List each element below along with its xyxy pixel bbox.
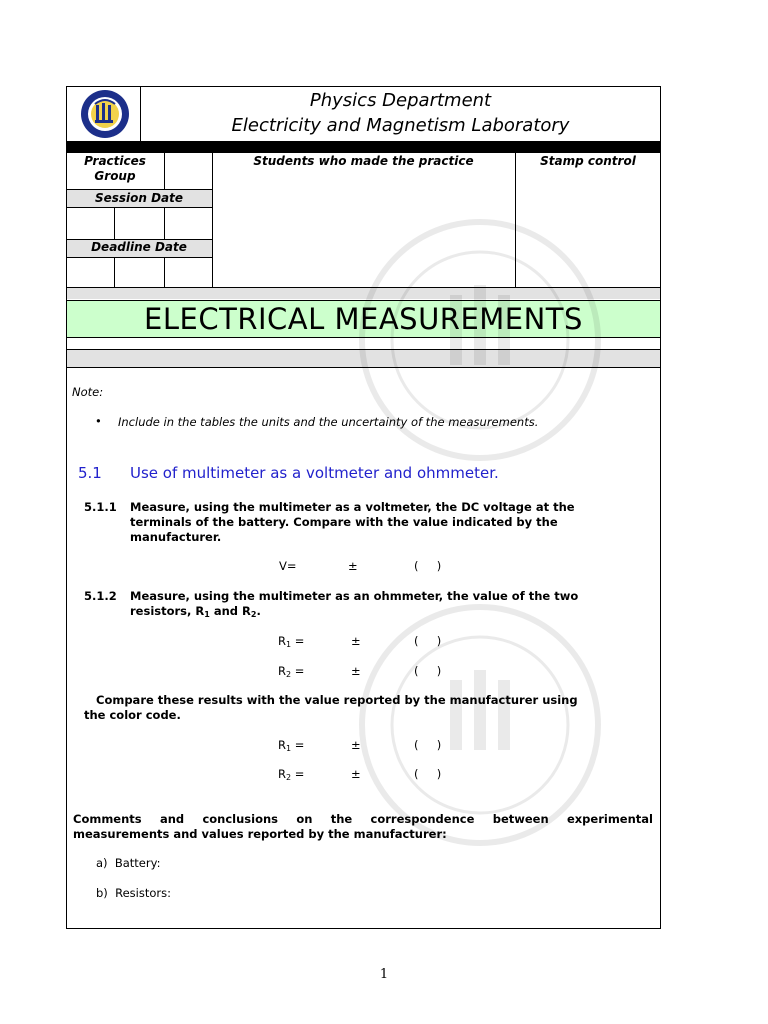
r1-label: $R_1$ = [278, 634, 305, 649]
item-text-line: Measure, using the multimeter as an ohmmeter, the value of the two [130, 589, 579, 603]
item-number: 5.1.2 [84, 589, 117, 603]
session-date-label: Session Date [94, 191, 184, 205]
resistors-text: and R [209, 604, 251, 618]
comments-text: Comments and conclusions on the correspondence between experimental [73, 812, 653, 826]
deadline-date-label: Deadline Date [91, 240, 187, 254]
bullet-icon: • [95, 414, 102, 428]
page-title: ELECTRICAL MEASUREMENTS [144, 302, 583, 336]
item-text-line [130, 604, 261, 619]
voltage-label: V= [279, 559, 297, 573]
compare-text: Compare these results with the value reported by the manufacturer using [96, 693, 578, 707]
section-number: 5.1 [78, 464, 102, 482]
lab-title: Electricity and Magnetism Laboratory [231, 115, 570, 136]
r2-label: $R_2$ = [278, 767, 305, 782]
subscript: 2 [250, 610, 257, 619]
section-title: Use of multimeter as a voltmeter and ohmmeter. [130, 464, 499, 482]
answer-battery: a) Battery: [96, 856, 161, 870]
plus-minus-symbol: ± [351, 634, 361, 648]
plus-minus-symbol: ± [351, 664, 361, 678]
item-text-line: Measure, using the multimeter as a voltmeter, the DC voltage at the [130, 500, 575, 514]
plus-minus-symbol: ± [351, 738, 361, 752]
table-line [66, 257, 212, 258]
table-line [212, 152, 213, 287]
unit-parentheses: ( ) [414, 559, 442, 573]
table-line [164, 207, 165, 239]
unit-parentheses: ( ) [414, 767, 442, 781]
table-line [164, 257, 165, 287]
stamp-control-label: Stamp control [540, 154, 636, 168]
table-line [164, 152, 165, 189]
university-logo [69, 88, 140, 140]
header-divider-bar [66, 141, 661, 152]
subscript: 1 [204, 610, 210, 619]
item-number: 5.1.1 [84, 500, 117, 514]
compare-text: the color code. [84, 708, 181, 722]
note-bullet-text: Include in the tables the units and the uncertainty of the measurements. [118, 415, 539, 429]
table-line [66, 207, 212, 208]
r1-label: $R_1$ = [278, 738, 305, 753]
resistors-text: resistors, R [130, 604, 205, 618]
students-label: Students who made the practice [253, 154, 474, 168]
table-line [114, 207, 115, 239]
note-label: Note: [72, 385, 104, 399]
resistors-text: . [256, 604, 261, 618]
department-title: Physics Department [309, 90, 492, 111]
table-line [114, 257, 115, 287]
answer-resistors: b) Resistors: [96, 886, 171, 900]
item-text-line: manufacturer. [130, 530, 222, 544]
plus-minus-symbol: ± [351, 767, 361, 781]
table-top-line [66, 152, 661, 153]
page-number: 1 [379, 967, 389, 982]
practices-group-label: Practices Group [84, 154, 146, 183]
item-text-line: terminals of the battery. Compare with the value indicated by the [130, 515, 558, 529]
unit-parentheses: ( ) [414, 634, 442, 648]
unit-parentheses: ( ) [414, 664, 442, 678]
comments-text: measurements and values reported by the manufacturer: [73, 827, 447, 841]
r2-label: $R_2$ = [278, 664, 305, 679]
plus-minus-symbol: ± [348, 559, 358, 573]
unit-parentheses: ( ) [414, 738, 442, 752]
